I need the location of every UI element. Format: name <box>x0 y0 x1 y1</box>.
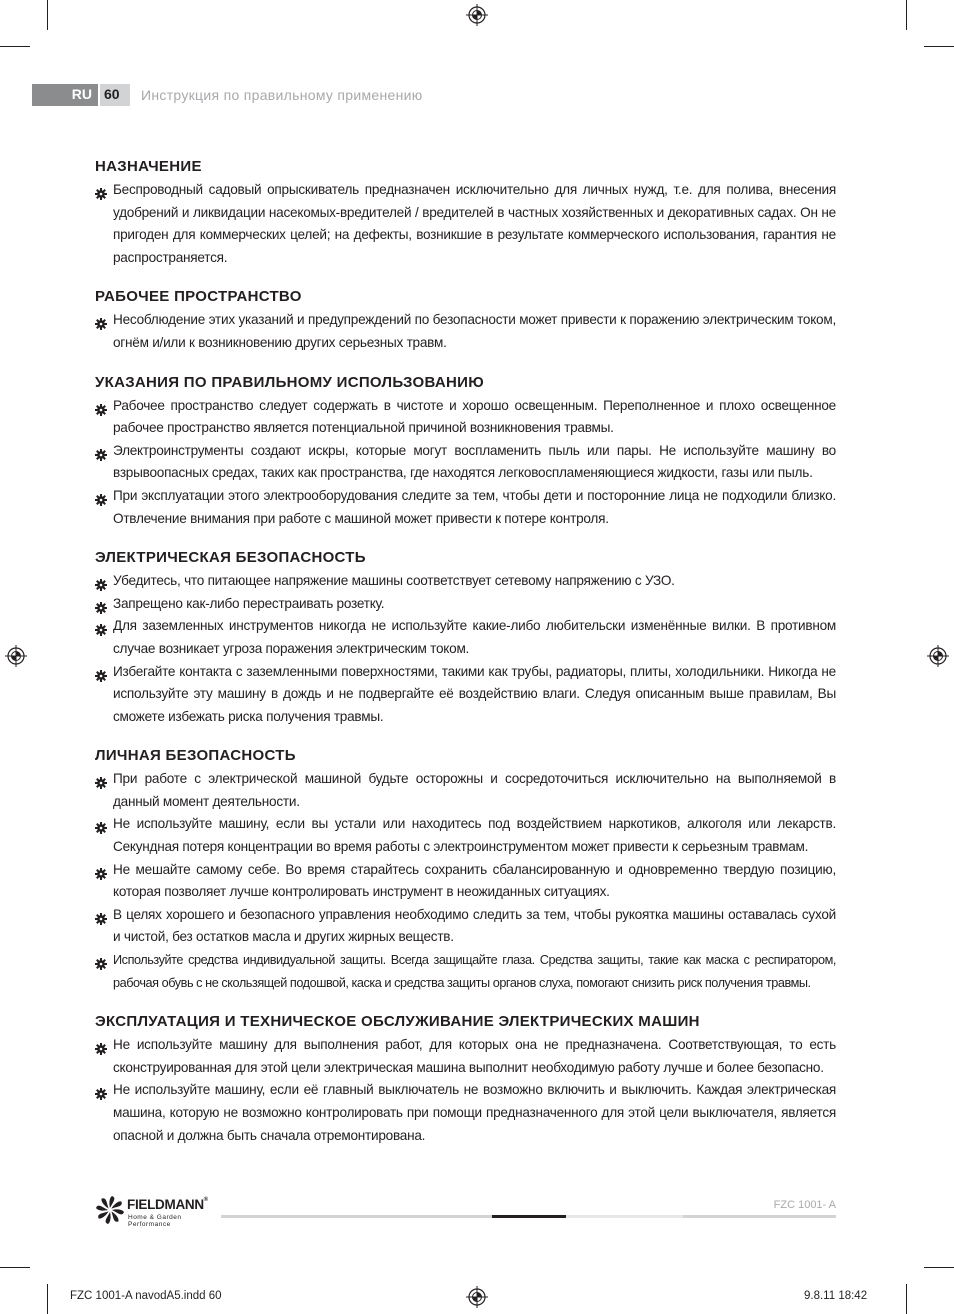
list-item-text: Не используйте машину для выполнения работ, для которых она не предназначена. Соответствующая, то есть сконструированная для этой цели электрическая машина выполнит необходимую работу лучше и более безопасно. <box>113 1037 836 1075</box>
list-item-text: Убедитесь, что питающее напряжение машины соответствует сетевому напряжению с УЗО. <box>113 573 675 589</box>
list-item <box>95 768 836 813</box>
page-number: 60 <box>104 86 120 102</box>
list-item <box>95 615 836 660</box>
list-item-text: Используйте средства индивидуальной защиты. Всегда защищайте глаза. Средства защиты, такие как маска с респиратором, рабочая обувь с не скользящей подошвой, каска и средства защиты органов слуха, помогают снизить риск получения травмы. <box>113 953 836 990</box>
section-heading: ЭЛЕКТРИЧЕСКАЯ БЕЗОПАСНОСТЬ <box>95 549 366 567</box>
list-item <box>95 179 836 269</box>
footer-bar-dark <box>492 1215 566 1218</box>
language-code: RU <box>71 86 92 102</box>
crop-mark <box>0 1267 30 1268</box>
gear-bullet-icon <box>95 1085 107 1097</box>
registration-mark-icon <box>466 1286 488 1308</box>
gear-bullet-icon <box>95 621 107 633</box>
gear-bullet-icon <box>95 491 107 503</box>
list-item-text: При работе с электрической машиной будьте осторожны и сосредоточиться исключительно на выполняемой в данный момент деятельности. <box>113 771 836 809</box>
section <box>95 374 836 531</box>
list-item-text: Не используйте машину, если её главный выключатель не возможно включить и выключить. Каждая электрическая машина, которую не возможно контролировать при помощи предназначенного для этой цели выключателя, является опасной и должна быть сначала отремонтирована. <box>113 1082 836 1143</box>
gear-bullet-icon <box>95 910 107 922</box>
list-item <box>95 859 836 904</box>
fieldmann-fan-logo-icon <box>95 1195 125 1225</box>
gear-bullet-icon <box>95 819 107 831</box>
page-header-band <box>32 84 130 106</box>
list-item <box>95 593 836 616</box>
list-item-text: Электроинструменты создают искры, которые могут воспламенить пыль или пары. Не используйте машину во взрывоопасных средах, таких как пространства, где находятся легковоспламеняющиеся жидкости, газы или пыль. <box>113 442 836 481</box>
list-item-text: При эксплуатации этого электрооборудования следите за тем, чтобы дети и посторонние лица не подходили близко. Отвлечение внимания при работе с машиной может привести к потере контроля. <box>113 487 836 526</box>
document-body <box>95 158 836 1166</box>
list-item-text: Не используйте машину, если вы устали или находитесь под воздействием наркотиков, алкоголя или лекарств. Секундная потеря концентрации во время работы с электроинструментом может привести к серьезным травмам. <box>113 816 836 855</box>
footer-bar-light <box>566 1215 683 1218</box>
brand-tagline: Home & Garden Performance <box>128 1214 182 1228</box>
crop-mark <box>906 1284 907 1314</box>
list-item <box>95 485 836 530</box>
section <box>95 747 836 994</box>
registration-mark-icon <box>927 645 949 667</box>
section-heading: НАЗНАЧЕНИЕ <box>95 158 202 175</box>
section-heading: РАБОЧЕЕ ПРОСТРАНСТВО <box>95 288 302 306</box>
list-item-text: Рабочее пространство следует содержать в чистоте и хорошо освещенным. Переполненное и плохо освещенное рабочее пространство является потенциальной причиной возникновения травмы. <box>113 397 836 436</box>
list-item-text: Для заземленных инструментов никогда не используйте какие-либо любительски изменённые вилки. В противном случае возникает угроза поражения электрическим током. <box>113 618 836 656</box>
section-heading: УКАЗАНИЯ ПО ПРАВИЛЬНОМУ ИСПОЛЬЗОВАНИЮ <box>95 373 485 391</box>
header-title: Инструкция по правильному применению <box>141 87 423 103</box>
list-item <box>95 1079 836 1147</box>
brand-logo <box>95 1195 225 1228</box>
crop-mark <box>0 46 30 47</box>
list-item <box>95 1034 836 1079</box>
brand-name: FIELDMANN® <box>127 1197 208 1212</box>
section <box>95 549 836 728</box>
list-item-text: Избегайте контакта с заземленными поверхностями, такими как трубы, радиаторы, плиты, холодильники. Никогда не используйте эту машину в дождь и не подвергайте её воздействию влаги. Следуя описанным выше правилам, Вы сможете избежать риска получения травмы. <box>113 663 836 724</box>
gear-bullet-icon <box>95 955 107 967</box>
registration-mark-icon <box>466 4 488 26</box>
gear-bullet-icon <box>95 185 107 197</box>
gear-bullet-icon <box>95 576 107 588</box>
page-number-badge <box>100 84 130 106</box>
slug-date: 9.8.11 18:42 <box>804 1290 868 1302</box>
gear-bullet-icon <box>95 599 107 611</box>
slug-filename: FZC 1001-A navodA5.indd 60 <box>70 1290 222 1302</box>
list-item <box>95 661 836 729</box>
list-item-text: В целях хорошего и безопасного управления необходимо следить за тем, чтобы рукоятка машины оставалась сухой и чистой, без остатков масла и других жирных веществ. <box>113 906 836 945</box>
model-number: FZC 1001- A <box>773 1199 836 1211</box>
gear-bullet-icon <box>95 1040 107 1052</box>
section-heading: ЭКСПЛУАТАЦИЯ И ТЕХНИЧЕСКОЕ ОБСЛУЖИВАНИЕ ЭЛЕКТРИЧЕСКИХ МАШИН <box>95 1013 700 1031</box>
crop-mark <box>47 0 48 30</box>
list-item <box>95 949 836 994</box>
list-item <box>95 904 836 949</box>
list-item-text: Не мешайте самому себе. Во время старайтесь сохранить сбалансированную и одновременно твердую позицию, которая позволяет лучше контролировать инструмент в неожиданных ситуациях. <box>113 861 836 900</box>
crop-mark <box>47 1284 48 1314</box>
list-item <box>95 813 836 858</box>
section <box>95 158 836 269</box>
gear-bullet-icon <box>95 774 107 786</box>
gear-bullet-icon <box>95 865 107 877</box>
list-item <box>95 395 836 440</box>
section-heading: ЛИЧНАЯ БЕЗОПАСНОСТЬ <box>95 747 296 765</box>
gear-bullet-icon <box>95 446 107 458</box>
gear-bullet-icon <box>95 667 107 679</box>
language-badge <box>32 84 98 106</box>
list-item <box>95 440 836 485</box>
registration-mark-icon <box>5 645 27 667</box>
list-item-text: Запрещено как-либо перестраивать розетку. <box>113 595 385 611</box>
list-item-text: Несоблюдение этих указаний и предупреждений по безопасности может привести к поражению электрическим током, огнём и/или к возникновению других серьезных травм. <box>113 312 836 350</box>
section <box>95 288 836 354</box>
crop-mark <box>924 1267 954 1268</box>
footer-bar-gray <box>683 1215 836 1218</box>
list-item <box>95 309 836 354</box>
footer-bar-gray <box>221 1215 492 1218</box>
gear-bullet-icon <box>95 315 107 327</box>
list-item-text: Беспроводный садовый опрыскиватель предназначен исключительно для личных нужд, т.е. для полива, внесения удобрений и ликвидации насекомых-вредителей / вредителей в частных хозяйственных и декоративных садах. Он не пригоден для коммерческих целей; на дефекты, возникшие в результате коммерческого использования, гарантия не распространяется. <box>113 182 836 265</box>
section <box>95 1013 836 1147</box>
crop-mark <box>924 46 954 47</box>
crop-mark <box>906 0 907 30</box>
list-item <box>95 570 836 593</box>
gear-bullet-icon <box>95 401 107 413</box>
